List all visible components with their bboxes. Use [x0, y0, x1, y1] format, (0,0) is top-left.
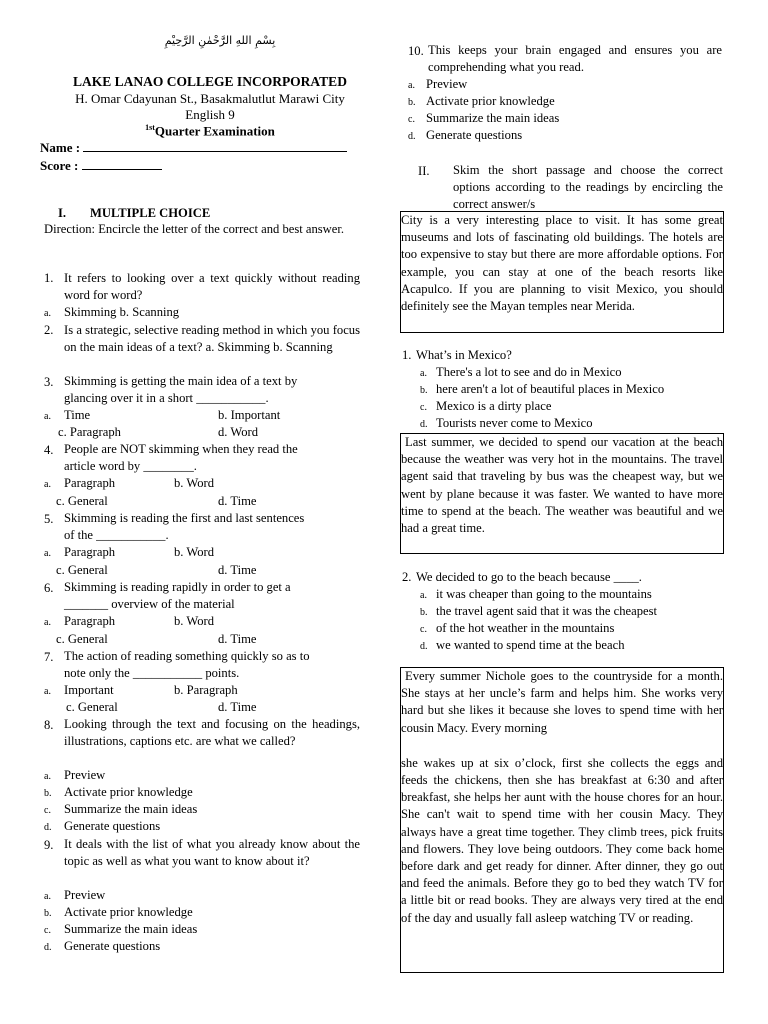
q3-number: 3. [44, 375, 54, 389]
q9-opt-a[interactable]: Preview [64, 888, 106, 902]
exam-title [30, 123, 390, 139]
q5-option-a[interactable]: Paragraph [64, 545, 116, 559]
q6-option-a-letter[interactable]: a. [44, 617, 51, 628]
q4-number: 4. [44, 443, 54, 457]
q5-number: 5. [44, 512, 54, 526]
q10-opt-a[interactable]: Preview [426, 77, 468, 91]
q8-opt-d[interactable]: Generate questions [64, 819, 161, 833]
q5-text-2: of the ___________. [64, 528, 169, 542]
q2-number: 2. [44, 323, 54, 337]
p2-q1-opt-c[interactable]: Mexico is a dirty place [436, 399, 552, 413]
q9-opt-b-letter[interactable]: b. [44, 908, 52, 919]
q8-opt-a[interactable]: Preview [64, 768, 106, 782]
score-field[interactable] [40, 158, 162, 174]
q9-text: It deals with the list of what you already know about the topic as well as what you want to know about it? [64, 837, 360, 869]
q7-number: 7. [44, 650, 54, 664]
q10-opt-c-letter[interactable]: c. [408, 114, 415, 125]
q1-option-letter[interactable]: a. [44, 308, 51, 319]
q4-option-d[interactable]: d. Time [218, 494, 257, 508]
q4-option-b[interactable]: b. Word [174, 476, 215, 490]
q4-option-a-letter[interactable]: a. [44, 479, 51, 490]
passage-1-text: City is a very interesting place to visit. It has some great museums and lots of fascinating old buildings. The hotels are too expensive to stay but there are more affordable options. For example, you can stay at one of the beach resorts like Acapulco. If you are planning to visit Mexico, you should definitely see the Mayan temples near Merida. [401, 213, 723, 314]
p2-q2-opt-c[interactable]: of the hot weather in the mountains [436, 621, 615, 635]
q5-option-a-letter[interactable]: a. [44, 548, 51, 559]
passage-3-text-a: Every summer Nichole goes to the countryside for a month. She stays at her uncle’s farm and helps him. She works very hard but she likes it because she loves to spend time with her cousin Macy. Every morning [401, 669, 723, 735]
q10-opt-c[interactable]: Summarize the main ideas [426, 111, 560, 125]
q10-number: 10. [408, 44, 424, 58]
q8-opt-b-letter[interactable]: b. [44, 788, 52, 799]
p2-q1-opt-c-letter[interactable]: c. [420, 402, 427, 413]
q8-opt-c[interactable]: Summarize the main ideas [64, 802, 198, 816]
q3-text-2: glancing over it in a short ___________. [64, 391, 269, 405]
q4-text-1: People are NOT skimming when they read the [64, 442, 298, 456]
score-blank[interactable] [82, 169, 162, 170]
q6-option-d[interactable]: d. Time [218, 632, 257, 646]
q9-opt-c[interactable]: Summarize the main ideas [64, 922, 198, 936]
q9-number: 9. [44, 838, 54, 852]
score-label: Score : [40, 158, 79, 173]
passage-1-box [400, 211, 724, 333]
q7-option-a-letter[interactable]: a. [44, 686, 51, 697]
p2-q1-opt-b[interactable]: here aren't a lot of beautiful places in Mexico [436, 382, 665, 396]
q3-option-a[interactable]: Time [64, 408, 91, 422]
part2-direction: Skim the short passage and choose the correct options according to the readings by encircling the correct answer/s [453, 163, 723, 212]
q6-text-1: Skimming is reading rapidly in order to get a [64, 580, 291, 594]
p2-q2-opt-d[interactable]: we wanted to spend time at the beach [436, 638, 625, 652]
q9-opt-b[interactable]: Activate prior knowledge [64, 905, 193, 919]
q8-opt-b[interactable]: Activate prior knowledge [64, 785, 193, 799]
q7-option-b[interactable]: b. Paragraph [174, 683, 238, 697]
p2-q1-opt-d-letter[interactable]: d. [420, 419, 428, 430]
part1-title: MULTIPLE CHOICE [90, 206, 211, 220]
q9-opt-c-letter[interactable]: c. [44, 925, 51, 936]
name-field[interactable] [40, 140, 347, 156]
p2-q1-text: What’s in Mexico? [416, 348, 512, 362]
q5-option-d[interactable]: d. Time [218, 563, 257, 577]
p2-q2-opt-b-letter[interactable]: b. [420, 607, 428, 618]
q8-opt-a-letter[interactable]: a. [44, 771, 51, 782]
passage-3-text-b: she wakes up at six o’clock, first she collects the eggs and feeds the chickens, then she has breakfast at 6:30 and after breakfast, she helps her aunt with the house chores for an hour. She can't wait to spend time with her cousin Macy. They always have a great time together. They climb trees, pick fruits and flowers. They love being outdoors. They come back home before dark and get ready for dinner. After dinner, they go out and feed the animals. Before they go to bed they watch TV for a little bit or read books. They are always very tired at the end of the day and usually fall asleep watching TV or reading. [401, 755, 723, 925]
q7-option-d[interactable]: d. Time [218, 700, 257, 714]
basmala: بِسْمِ اللهِ الرَّحْمٰنِ الرَّحِيْمِ [164, 34, 276, 47]
p2-q2-opt-a[interactable]: it was cheaper than going to the mountains [436, 587, 652, 601]
exam-label: Quarter Examination [154, 123, 275, 139]
q1-options[interactable]: Skimming b. Scanning [64, 305, 180, 319]
p2-q2-opt-b[interactable]: the travel agent said that it was the cheapest [436, 604, 658, 618]
q7-option-c[interactable]: c. General [66, 700, 118, 714]
name-label: Name : [40, 140, 81, 155]
passage-2-box [400, 433, 724, 554]
q9-opt-a-letter[interactable]: a. [44, 891, 51, 902]
q4-option-a[interactable]: Paragraph [64, 476, 116, 490]
q9-opt-d-letter[interactable]: d. [44, 942, 52, 953]
part2-number: II. [418, 164, 430, 178]
q7-text-1: The action of reading something quickly so as to [64, 649, 310, 663]
q6-option-a[interactable]: Paragraph [64, 614, 116, 628]
school-name: LAKE LANAO COLLEGE INCORPORATED [73, 74, 347, 89]
q10-opt-b-letter[interactable]: b. [408, 97, 416, 108]
q5-option-b[interactable]: b. Word [174, 545, 215, 559]
q5-option-c[interactable]: c. General [56, 563, 108, 577]
q7-option-a[interactable]: Important [64, 683, 114, 697]
p2-q1-opt-a[interactable]: There's a lot to see and do in Mexico [436, 365, 622, 379]
q8-opt-c-letter[interactable]: c. [44, 805, 51, 816]
p2-q2-opt-a-letter[interactable]: a. [420, 590, 427, 601]
q2-text: Is a strategic, selective reading method in which you focus on the main ideas of a text? a. Skimming b. Scanning [64, 323, 360, 355]
q6-text-2: _______ overview of the material [64, 597, 235, 611]
q6-option-c[interactable]: c. General [56, 632, 108, 646]
p2-q1-number: 1. [402, 348, 412, 362]
p2-q2-number: 2. [402, 570, 412, 584]
p2-q1-opt-d[interactable]: Tourists never come to Mexico [436, 416, 593, 430]
subject: English 9 [185, 107, 235, 122]
q6-option-b[interactable]: b. Word [174, 614, 215, 628]
passage-2-text: Last summer, we decided to spend our vacation at the beach because the weather was very hot in the mountains. The travel agent said that traveling by bus was the cheapest way, but we went by plane because it was faster. We wanted to have more time to spend at the beach. The weather was beautiful and we had a great time. [401, 435, 723, 536]
q4-option-c[interactable]: c. General [56, 494, 108, 508]
name-blank[interactable] [83, 151, 347, 152]
q6-number: 6. [44, 581, 54, 595]
q10-opt-a-letter[interactable]: a. [408, 80, 415, 91]
q8-number: 8. [44, 718, 54, 732]
q3-option-a-letter[interactable]: a. [44, 411, 51, 422]
q1-number: 1. [44, 271, 54, 285]
p2-q2-opt-c-letter[interactable]: c. [420, 624, 427, 635]
school-address: H. Omar Cdayunan St., Basakmalutlut Marawi City [75, 91, 345, 106]
q10-opt-b[interactable]: Activate prior knowledge [426, 94, 555, 108]
p2-q2-text: We decided to go to the beach because ____. [416, 570, 642, 584]
q7-text-2: note only the ___________ points. [64, 666, 240, 680]
q3-option-b[interactable]: b. Important [218, 408, 281, 422]
p2-q1-opt-a-letter[interactable]: a. [420, 368, 427, 379]
q3-option-d[interactable]: d. Word [218, 425, 259, 439]
q8-text: Looking through the text and focusing on the headings, illustrations, captions etc. are what we called? [64, 717, 360, 749]
q3-option-c[interactable]: c. Paragraph [58, 425, 121, 439]
q10-text: This keeps your brain engaged and ensures you are comprehending what you read. [428, 43, 722, 75]
passage-3-box [400, 667, 724, 973]
q9-opt-d[interactable]: Generate questions [64, 939, 161, 953]
part1-number: I. [58, 206, 67, 220]
q10-opt-d[interactable]: Generate questions [426, 128, 523, 142]
q5-text-1: Skimming is reading the first and last sentences [64, 511, 305, 525]
q4-text-2: article word by ________. [64, 459, 197, 473]
p2-q2-opt-d-letter[interactable]: d. [420, 641, 428, 652]
part1-direction: Direction: Encircle the letter of the correct and best answer. [44, 222, 345, 236]
q1-text: It refers to looking over a text quickly without reading word for word? [64, 271, 360, 303]
exam-sup: 1st [145, 123, 155, 132]
q8-opt-d-letter[interactable]: d. [44, 822, 52, 833]
q3-text-1: Skimming is getting the main idea of a text by [64, 374, 298, 388]
p2-q1-opt-b-letter[interactable]: b. [420, 385, 428, 396]
q10-opt-d-letter[interactable]: d. [408, 131, 416, 142]
